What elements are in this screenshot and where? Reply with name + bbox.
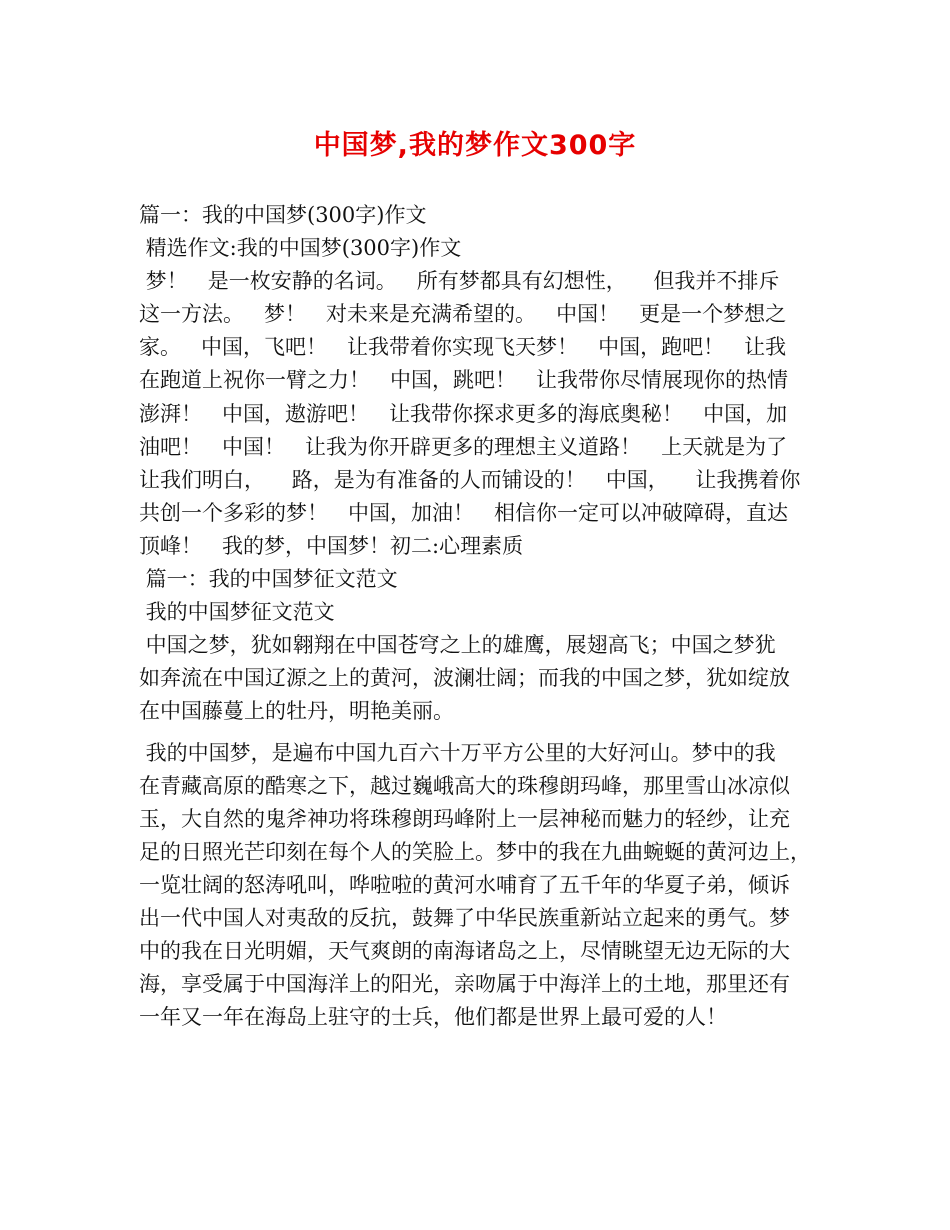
text-line: 澎湃！ 中国，遨游吧！ 让我带你探求更多的海底奥秘！ 中国，加 [139,401,788,426]
paragraph-gap [139,729,815,737]
text-line: 海，享受属于中国海洋上的阳光，亲吻属于中海洋上的土地，那里还有 [139,972,790,997]
text-line: 中的我在日光明媚，天气爽朗的南海诸岛之上，尽情眺望无边无际的大 [139,939,790,964]
text-line: 一年又一年在海岛上驻守的士兵，他们都是世界上最可爱的人！ [139,1005,727,1030]
text-line: 这一方法。 梦！ 对未来是充满希望的。 中国！ 更是一个梦想之 [139,302,787,327]
text-line: 共创一个多彩的梦！ 中国，加油！ 相信你一定可以冲破障碍，直达 [139,500,789,525]
text-line: 在跑道上祝你一臂之力！ 中国，跳吧！ 让我带你尽情展现你的热情 [139,368,789,393]
text-line: 足的日照光芒印刻在每个人的笑脸上。梦中的我在九曲蜿蜒的黄河边上， [139,839,811,864]
paragraph [139,737,815,1035]
text-line: 玉，大自然的鬼斧神功将珠穆朗玛峰附上一层神秘而魅力的轻纱，让充 [139,806,790,831]
document-body [139,199,815,1034]
text-line: 油吧！ 中国！ 让我为你开辟更多的理想主义道路！ 上天就是为了 [139,434,788,459]
text-line: 出一代中国人对夷敌的反抗，鼓舞了中华民族重新站立起来的勇气。梦 [139,905,790,930]
text-line: 家。 中国，飞吧！ 让我带着你实现飞天梦！ 中国，跑吧！ 让我 [139,335,787,360]
text-line: 如奔流在中国辽源之上的黄河，波澜壮阔；而我的中国之梦，犹如绽放 [139,666,790,691]
text-line: 梦！ 是一枚安静的名词。 所有梦都具有幻想性， 但我并不排斥 [139,269,780,294]
text-line: 在青藏高原的酷寒之下，越过巍峨高大的珠穆朗玛峰，那里雪山冰凉似 [139,773,790,798]
section-subheading: 我的中国梦征文范文 [139,600,335,625]
text-line: 在中国藤蔓上的牡丹，明艳美丽。 [139,699,454,724]
text-line: 让我们明白， 路，是为有准备的人而铺设的！ 中国， 让我携着你 [139,467,801,492]
text-line: 中国之梦，犹如翱翔在中国苍穹之上的雄鹰，展翅高飞；中国之梦犹 [139,633,776,658]
section-heading: 篇一：我的中国梦(300字)作文 [139,203,427,227]
paragraph [139,629,815,728]
page-title: 中国梦,我的梦作文300字 [313,130,637,161]
section-heading: 篇一：我的中国梦征文范文 [139,567,398,592]
section-subheading: 精选作文:我的中国梦(300字)作文 [139,236,462,261]
paragraph [139,265,815,563]
text-line: 顶峰！ 我的梦，中国梦！初二:心理素质 [139,533,524,558]
text-line: 我的中国梦，是遍布中国九百六十万平方公里的大好河山。梦中的我 [139,740,776,765]
text-line: 一览壮阔的怒涛吼叫，哗啦啦的黄河水哺育了五千年的华夏子弟，倾诉 [139,872,790,897]
